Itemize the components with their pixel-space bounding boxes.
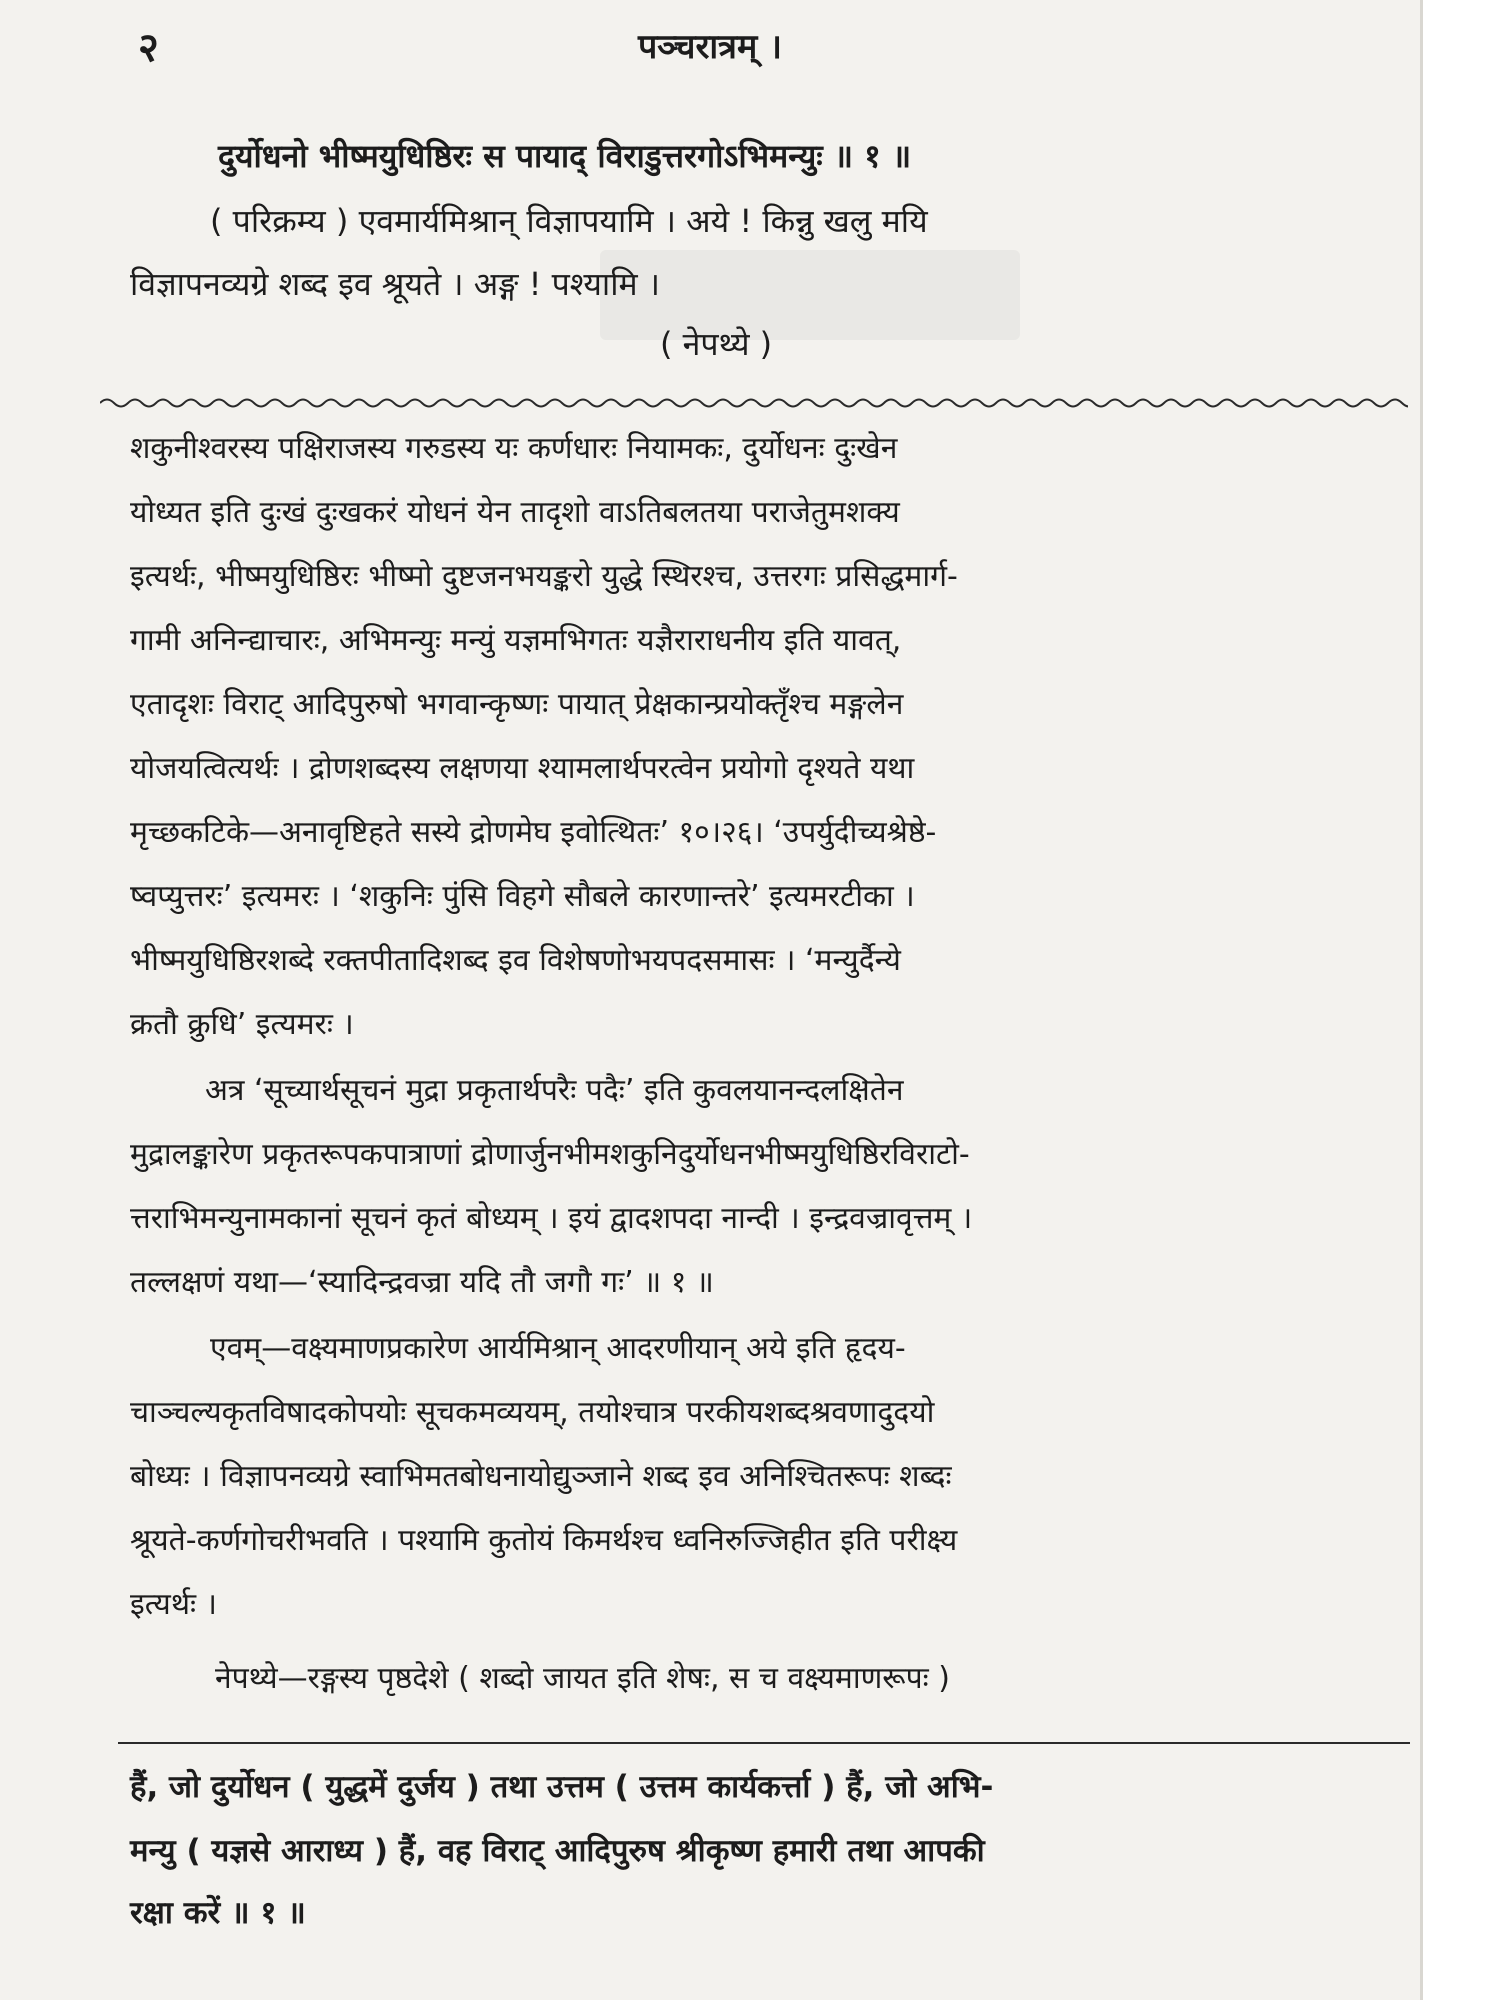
horizontal-rule: [118, 1742, 1410, 1744]
commentary-line: नेपथ्ये—रङ्गस्य पृष्ठदेशे ( शब्दो जायत इति शेषः, स च वक्ष्यमाणरूपः ): [215, 1661, 950, 1696]
commentary-line: अत्र ‘सूच्यार्थसूचनं मुद्रा प्रकृतार्थपरैः पदैः’ इति कुवलयानन्दलक्षितेन: [205, 1073, 904, 1108]
commentary-line: योजयत्वित्यर्थः । द्रोणशब्दस्य लक्षणया श्यामलार्थपरत्वेन प्रयोगो दृश्यते यथा: [130, 751, 915, 786]
commentary-line: इत्यर्थः ।: [130, 1587, 217, 1622]
commentary-line: एतादृशः विराट् आदिपुरुषो भगवान्कृष्णः पायात् प्रेक्षकान्प्रयोक्तृँश्च मङ्गलेन: [130, 687, 904, 722]
commentary-line: एवम्—वक्ष्यमाणप्रकारेण आर्यमिश्रान् आदरणीयान् अये इति हृदय-: [210, 1331, 906, 1366]
commentary-line: ष्वप्युत्तरः’ इत्यमरः । ‘शकुनिः पुंसि विहगे सौबले कारणान्तरे’ इत्यमरटीका ।: [130, 879, 915, 914]
commentary-line: तल्लक्षणं यथा—‘स्यादिन्द्रवज्रा यदि तौ जगौ गः’ ॥ १ ॥: [130, 1265, 714, 1300]
wavy-separator: [100, 396, 1408, 410]
commentary-line: शकुनीश्वरस्य पक्षिराजस्य गरुडस्य यः कर्णधारः नियामकः, दुर्योधनः दुःखेन: [130, 431, 898, 466]
stage-direction: ( नेपथ्ये ): [660, 325, 773, 363]
commentary-line: भीष्मयुधिष्ठिरशब्दे रक्तपीतादिशब्द इव विशेषणोभयपदसमासः । ‘मन्युर्दैन्ये: [130, 943, 901, 978]
commentary-line: क्रतौ क्रुधि’ इत्यमरः ।: [130, 1007, 354, 1042]
translation-line: मन्यु ( यज्ञसे आराध्य ) हैं, वह विराट् आदिपुरुष श्रीकृष्ण हमारी तथा आपकी: [130, 1833, 985, 1869]
page-number: २: [138, 25, 159, 71]
commentary-line: मुद्रालङ्कारेण प्रकृतरूपकपात्राणां द्रोणार्जुनभीमशकुनिदुर्योधनभीष्मयुधिष्ठिरविराटो-: [130, 1137, 970, 1172]
commentary-line: इत्यर्थः, भीष्मयुधिष्ठिरः भीष्मो दुष्टजनभयङ्करो युद्धे स्थिरश्च, उत्तरगः प्रसिद्धमार्ग-: [130, 559, 958, 594]
verse-line: ( परिक्रम्य ) एवमार्यमिश्रान् विज्ञापयामि । अये ! किन्नु खलु मयि: [210, 202, 928, 240]
commentary-line: बोध्यः । विज्ञापनव्यग्रे स्वाभिमतबोधनायोद्युञ्जाने शब्द इव अनिश्चितरूपः शब्दः: [130, 1459, 952, 1494]
commentary-line: चाञ्चल्यकृतविषादकोपयोः सूचकमव्ययम्, तयोश्चात्र परकीयशब्दश्रवणादुदयो: [130, 1395, 935, 1430]
commentary-line: मृच्छकटिके—अनावृष्टिहते सस्ये द्रोणमेघ इवोत्थितः’ १०।२६। ‘उपर्युदीच्यश्रेष्ठे-: [130, 815, 937, 850]
commentary-line: श्रूयते-कर्णगोचरीभवति । पश्यामि कुतोयं किमर्थश्च ध्वनिरुज्जिहीत इति परीक्ष्य: [130, 1523, 958, 1558]
commentary-line: त्तराभिमन्युनामकानां सूचनं कृतं बोध्यम् । इयं द्वादशपदा नान्दी । इन्द्रवज्रावृत्तम् ।: [130, 1201, 973, 1236]
verse-line: विज्ञापनव्यग्रे शब्द इव श्रूयते । अङ्ग ! पश्यामि ।: [130, 265, 660, 303]
translation-line: रक्षा करें ॥ १ ॥: [130, 1895, 306, 1931]
translation-line: हैं, जो दुर्योधन ( युद्धमें दुर्जय ) तथा उत्तम ( उत्तम कार्यकर्त्ता ) हैं, जो अभि-: [130, 1769, 994, 1805]
verse-line: दुर्योधनो भीष्मयुधिष्ठिरः स पायाद् विराडुत्तरगोऽभिमन्युः ॥ १ ॥: [218, 137, 912, 175]
running-title: पञ्चरात्रम् ।: [638, 27, 782, 67]
commentary-line: योध्यत इति दुःखं दुःखकरं योधनं येन तादृशो वाऽतिबलतया पराजेतुमशक्य: [130, 495, 900, 530]
commentary-line: गामी अनिन्द्याचारः, अभिमन्युः मन्युं यज्ञमभिगतः यज्ञैराराधनीय इति यावत्,: [130, 623, 902, 658]
